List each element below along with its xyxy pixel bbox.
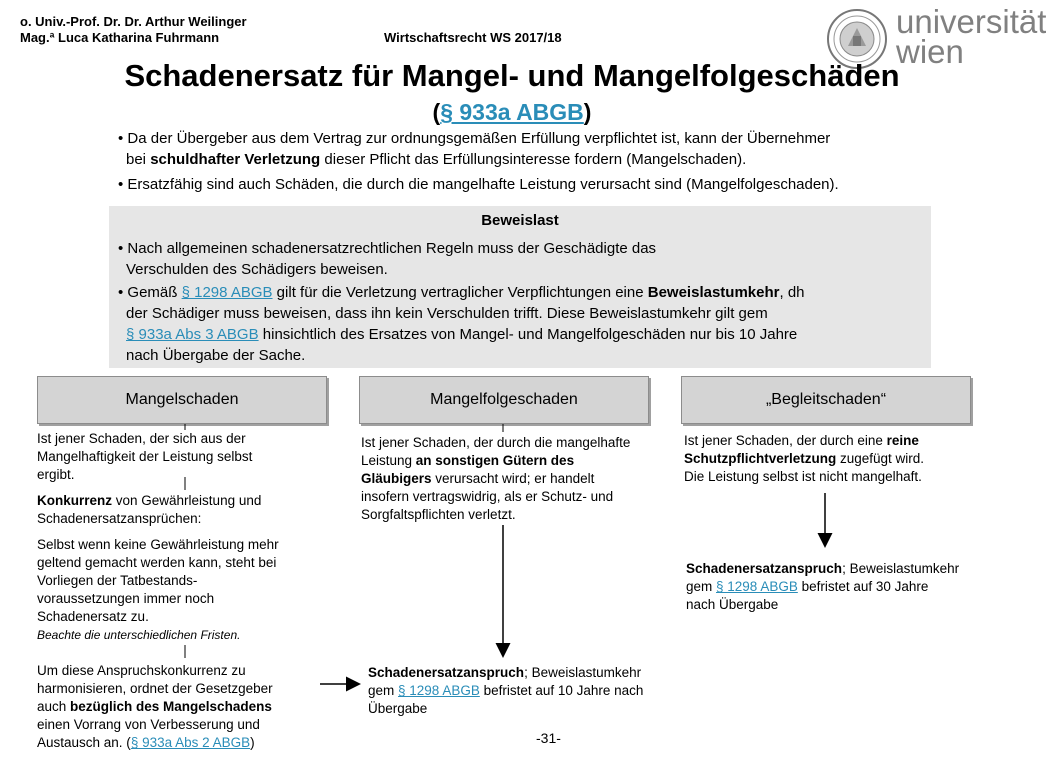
col3-line3: Die Leistung selbst ist nicht mangelhaft. [684, 469, 922, 484]
col1-harm-line3-pre: auch [37, 699, 71, 714]
link-933a-abs3[interactable]: § 933a Abs 3 ABGB [126, 326, 259, 343]
beweislast-p2-line4: nach Übergabe der Sache. [126, 347, 306, 364]
col2-line3-rest: verursacht wird; er handelt [431, 471, 595, 486]
beweislast-bullet-1: • Nach allgemeinen schadenersatzrechtlichen Regeln muss der Geschädigte das Verschulden des Schädigers beweisen. [118, 240, 657, 278]
bullet1-line2-pre: bei [126, 151, 151, 168]
link-933a-abs2[interactable]: § 933a Abs 2 ABGB [130, 735, 251, 750]
col1-selbst-line5: Schadenersatz zu. [37, 609, 149, 624]
col3-definition [684, 432, 984, 486]
col2-result [368, 664, 698, 718]
col1-harm-line5-post: ) [250, 735, 255, 750]
beweislast-heading: Beweislast [481, 212, 559, 229]
col3-line1-bold: reine [886, 433, 919, 448]
link-1298-abgb[interactable]: § 1298 ABGB [181, 284, 273, 301]
bullet2-text: Ersatzfähig sind auch Schäden, die durch die mangelhafte Leistung verursacht sind (Mangelfolgeschaden). [127, 176, 839, 193]
intro-bullet-1: • Da der Übergeber aus dem Vertrag zur ordnungsgemäßen Erfüllung verpflichtet ist, kann der Übernehmer bei schuldhafter Verletzung dieser Pflicht das Erfüllungsinteresse fordern (Mangelschaden). [118, 130, 831, 168]
col3-result-rest: ; Beweislastumkehr [842, 561, 960, 576]
col3-line2-rest: zugefügt wird. [836, 451, 925, 466]
col3-result-line2-post: befristet auf 30 Jahre [797, 579, 929, 594]
col1-def-line3: ergibt. [37, 467, 75, 482]
col3-link-1298-abgb[interactable]: § 1298 ABGB [716, 579, 798, 594]
col1-konk-bold: Konkurrenz [37, 493, 113, 508]
col1-selbst-line2: geltend gemacht werden kann, steht bei [37, 555, 277, 570]
col1-harm-line5-pre: Austausch an. ( [37, 735, 131, 750]
col2-result-rest: ; Beweislastumkehr [524, 665, 642, 680]
col1-selbst-line1: Selbst wenn keine Gewährleistung mehr [37, 537, 279, 552]
author-name-1: o. Univ.-Prof. Dr. Dr. Arthur Weilinger [20, 14, 247, 29]
col2-line1: Ist jener Schaden, der durch die mangelhafte [361, 435, 631, 450]
beweislast-p1-line1: Nach allgemeinen schadenersatzrechtlichen Regeln muss der Geschädigte das [127, 240, 657, 257]
page-title: Schadenersatz für Mangel- und Mangelfolgeschäden [124, 58, 900, 93]
col2-line4: insofern vertragswidrig, als er Schutz- und [361, 489, 614, 504]
beweislast-p2-line2: der Schädiger muss beweisen, dass ihn kein Verschulden trifft. Diese Beweislastumkehr gilt gem [126, 305, 768, 322]
university-logo-text-2: wien [896, 33, 964, 70]
col1-definition [37, 430, 327, 484]
university-logo-text-1: universität [896, 3, 1046, 40]
bullet1-line1: Da der Übergeber aus dem Vertrag zur ordnungsgemäßen Erfüllung verpflichtet ist, kann der Übernehmer [127, 130, 831, 147]
bullet1-line2-post: dieser Pflicht das Erfüllungsinteresse fordern (Mangelschaden). [320, 151, 747, 168]
col2-line2-pre: Leistung [361, 453, 416, 468]
col2-line3-bold: Gläubigers [361, 471, 432, 486]
beweislast-p2-line3-rest: hinsichtlich des Ersatzes von Mangel- und Mangelfolgeschäden nur bis 10 Jahre [258, 326, 798, 343]
col2-link-1298-abgb[interactable]: § 1298 ABGB [398, 683, 480, 698]
col1-harm-line3-bold: bezüglich des Mangelschadens [70, 699, 272, 714]
beweislast-p2-mid: gilt für die Verletzung vertraglicher Verpflichtungen eine [272, 284, 648, 301]
col2-result-line3: Übergabe [368, 701, 428, 716]
subtitle-paren-close: ) [583, 99, 592, 125]
beweislast-p2-end: , dh [779, 284, 805, 301]
col3-result-bold: Schadenersatzanspruch [686, 561, 843, 576]
beweislast-p2-pre: Gemäß [127, 284, 182, 301]
course-label: Wirtschaftsrecht WS 2017/18 [384, 30, 562, 45]
col2-result-line2-post: befristet auf 10 Jahre nach [479, 683, 644, 698]
intro-bullet-2: • Ersatzfähig sind auch Schäden, die durch die mangelhafte Leistung verursacht sind (Mangelfolgeschaden). [118, 176, 839, 193]
col1-konk-rest: von Gewährleistung und [112, 493, 262, 508]
col1-selbst-line3: Vorliegen der Tatbestands- [37, 573, 198, 588]
beweislast-p1-line2: Verschulden des Schädigers beweisen. [126, 261, 388, 278]
col1-harm-line1: Um diese Anspruchskonkurrenz zu [37, 663, 246, 678]
box-mangelschaden-label: Mangelschaden [125, 391, 239, 408]
col1-konk-line2: Schadenersatzansprüchen: [37, 511, 202, 526]
col2-line5: Sorgfaltspflichten verletzt. [361, 507, 516, 522]
col1-beachte-note: Beachte die unterschiedlichen Fristen. [37, 628, 241, 642]
bullet1-bold: schuldhafter Verletzung [150, 151, 321, 168]
col2-result-line2-pre: gem [368, 683, 399, 698]
col2-definition [361, 434, 651, 524]
col1-konkurrenz [37, 492, 327, 528]
col2-result-bold: Schadenersatzanspruch [368, 665, 525, 680]
col2-line2-bold: an sonstigen Gütern des [415, 453, 575, 468]
box-begleitschaden-label: „Begleitschaden“ [765, 391, 887, 408]
beweislast-bullet-2: • Gemäß § 1298 ABGB gilt für die Verletzung vertraglicher Verpflichtungen eine Beweislastumkehr, dh der Schädiger muss beweisen, dass ihn kein Verschulden trifft. Diese Beweislastumkehr gilt gem § 933a Abs 3 ABGB hinsichtlich des Ersatzes von Mangel- und Mangelfolgeschäden nur bis 10 Jahre nach Übergabe der Sache. [118, 284, 805, 364]
col3-line1-pre: Ist jener Schaden, der durch eine [684, 433, 887, 448]
subtitle-link-933a[interactable]: § 933a ABGB [440, 99, 584, 125]
col3-result-line2-pre: gem [686, 579, 717, 594]
col1-harmonisierung [37, 662, 327, 752]
col1-selbst-line4: voraussetzungen immer noch [37, 591, 215, 606]
col1-harm-line2: harmonisieren, ordnet der Gesetzgeber [37, 681, 273, 696]
col3-line2-bold: Schutzpflichtverletzung [684, 451, 837, 466]
col3-result [686, 560, 1006, 614]
col1-def-line1: Ist jener Schaden, der sich aus der [37, 431, 246, 446]
beweislast-p2-bold: Beweislastumkehr [647, 284, 780, 301]
author-name-2: Mag.ª Luca Katharina Fuhrmann [20, 30, 220, 45]
col1-harm-line4: einen Vorrang von Verbesserung und [37, 717, 260, 732]
col1-def-line2: Mangelhaftigkeit der Leistung selbst [37, 449, 253, 464]
box-mangelfolgeschaden-label: Mangelfolgeschaden [430, 391, 578, 408]
col3-result-line3: nach Übergabe [686, 597, 779, 612]
col1-selbst [37, 536, 327, 644]
page-number: -31- [536, 730, 561, 746]
subtitle-paren-open: ( [432, 99, 441, 125]
